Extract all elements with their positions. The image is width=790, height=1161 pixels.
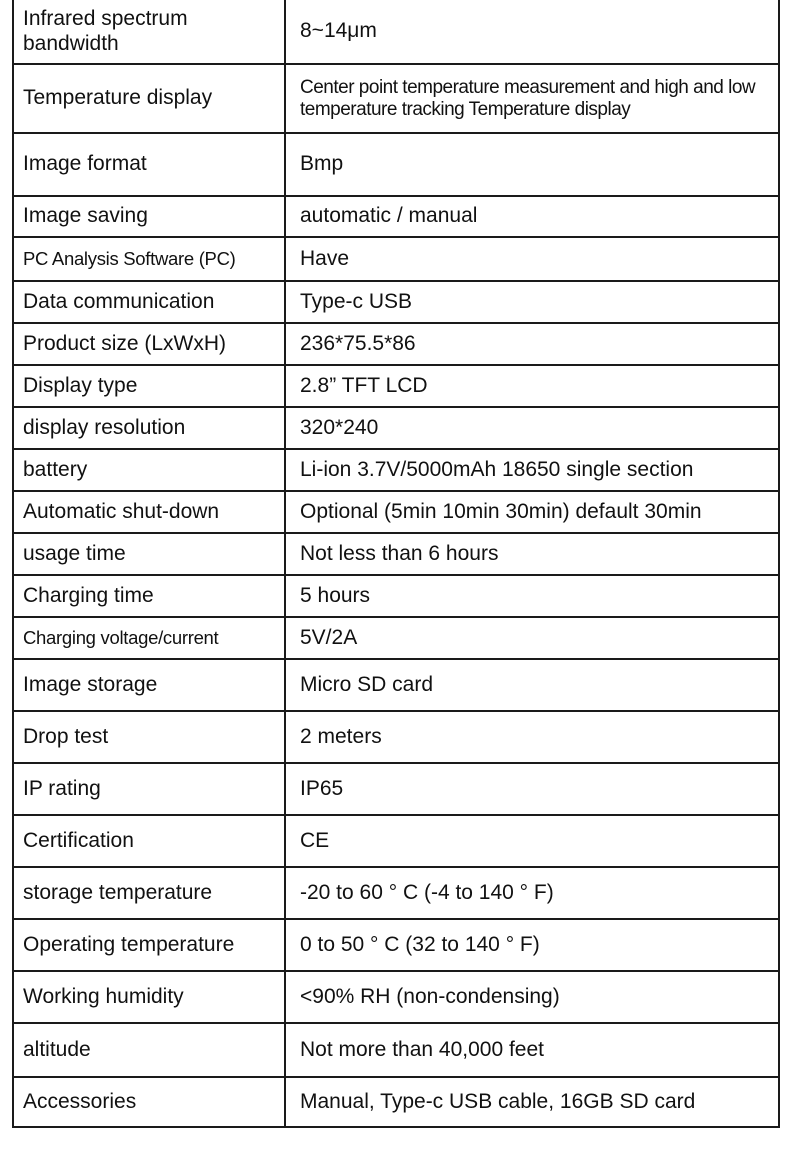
spec-value: 8~14μm (285, 0, 779, 64)
spec-value: CE (285, 815, 779, 867)
table-row (13, 281, 779, 323)
spec-value: Bmp (285, 133, 779, 196)
table-row (13, 1077, 779, 1127)
spec-value: Manual, Type-c USB cable, 16GB SD card (285, 1077, 779, 1127)
spec-label: Working humidity (13, 971, 285, 1023)
table-row (13, 867, 779, 919)
spec-label: Charging voltage/current (13, 617, 285, 659)
spec-value: Not less than 6 hours (285, 533, 779, 575)
spec-label: Automatic shut-down (13, 491, 285, 533)
table-row (13, 64, 779, 133)
spec-label: Charging time (13, 575, 285, 617)
table-row (13, 815, 779, 867)
spec-label: Display type (13, 365, 285, 407)
spec-value: Li-ion 3.7V/5000mAh 18650 single section (285, 449, 779, 491)
spec-label: Infrared spectrum bandwidth (13, 0, 285, 64)
spec-value: IP65 (285, 763, 779, 815)
spec-label: Operating temperature (13, 919, 285, 971)
spec-label: Image storage (13, 659, 285, 711)
table-row (13, 133, 779, 196)
table-row (13, 711, 779, 763)
table-row (13, 617, 779, 659)
table-row (13, 919, 779, 971)
spec-label: Certification (13, 815, 285, 867)
spec-label: Product size (LxWxH) (13, 323, 285, 365)
spec-value: <90% RH (non-condensing) (285, 971, 779, 1023)
spec-table (12, 0, 780, 1128)
table-row (13, 0, 779, 64)
spec-label: altitude (13, 1023, 285, 1077)
spec-value: Micro SD card (285, 659, 779, 711)
table-row (13, 237, 779, 281)
spec-value: Not more than 40,000 feet (285, 1023, 779, 1077)
spec-label: IP rating (13, 763, 285, 815)
table-row (13, 1023, 779, 1077)
spec-value: Optional (5min 10min 30min) default 30min (285, 491, 779, 533)
table-row (13, 575, 779, 617)
spec-label: battery (13, 449, 285, 491)
spec-label: Temperature display (13, 64, 285, 133)
spec-value: 5 hours (285, 575, 779, 617)
spec-label: Image format (13, 133, 285, 196)
table-row (13, 533, 779, 575)
spec-label: storage temperature (13, 867, 285, 919)
spec-label: Data communication (13, 281, 285, 323)
spec-value: -20 to 60 ° C (-4 to 140 ° F) (285, 867, 779, 919)
table-row (13, 659, 779, 711)
table-row (13, 763, 779, 815)
table-row (13, 407, 779, 449)
spec-value: 0 to 50 ° C (32 to 140 ° F) (285, 919, 779, 971)
spec-value: Type-c USB (285, 281, 779, 323)
spec-value: Center point temperature measurement and high and low temperature tracking Temperature display (285, 64, 779, 133)
table-row (13, 196, 779, 237)
table-row (13, 365, 779, 407)
table-row (13, 491, 779, 533)
spec-value: 2 meters (285, 711, 779, 763)
spec-label: Accessories (13, 1077, 285, 1127)
spec-label: usage time (13, 533, 285, 575)
spec-label: Image saving (13, 196, 285, 237)
spec-value: 236*75.5*86 (285, 323, 779, 365)
table-row (13, 449, 779, 491)
spec-value: Have (285, 237, 779, 281)
spec-value: 320*240 (285, 407, 779, 449)
spec-label: PC Analysis Software (PC) (13, 237, 285, 281)
spec-value: 5V/2A (285, 617, 779, 659)
table-row (13, 971, 779, 1023)
spec-value: automatic / manual (285, 196, 779, 237)
spec-label: Drop test (13, 711, 285, 763)
table-row (13, 323, 779, 365)
spec-label: display resolution (13, 407, 285, 449)
spec-value: 2.8” TFT LCD (285, 365, 779, 407)
